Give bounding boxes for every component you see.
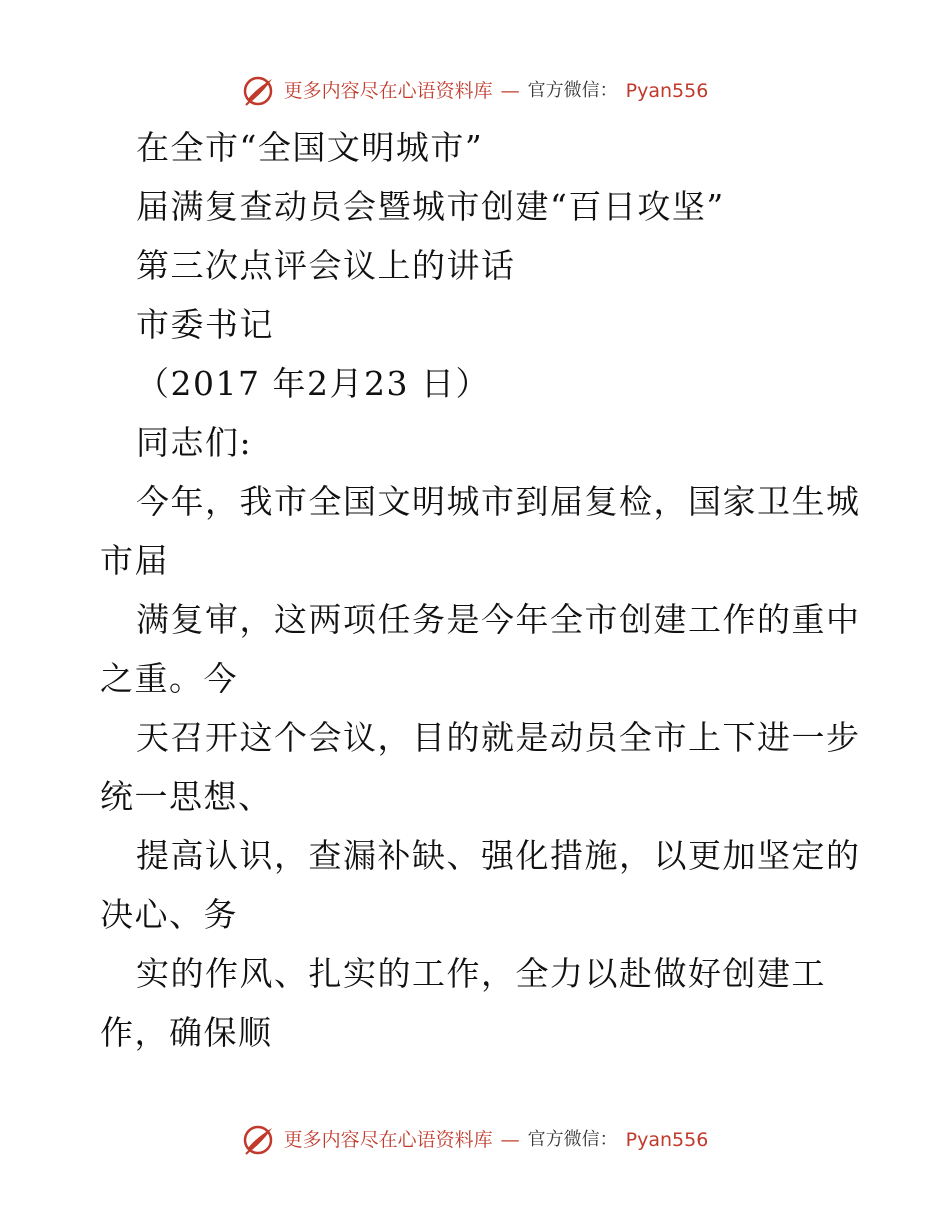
banner-wechat-label: 官方微信：	[527, 1129, 618, 1150]
title-line-3: 第三次点评会议上的讲话	[136, 246, 516, 285]
document-body	[100, 118, 860, 1062]
banner-wechat-label: 官方微信：	[527, 80, 618, 101]
banner-account: Pyan556	[625, 1128, 709, 1151]
quill-logo-icon	[242, 75, 276, 107]
banner-separator: —	[500, 79, 520, 102]
paragraph-line: 作，确保顺	[100, 1013, 273, 1052]
title-line-2: 届满复查动员会暨城市创建“百日攻坚”	[136, 187, 725, 226]
quill-logo-icon	[242, 1124, 276, 1156]
banner-separator: —	[500, 1128, 520, 1151]
title-line-1: 在全市“全国文明城市”	[136, 128, 484, 167]
banner-account: Pyan556	[625, 79, 709, 102]
footer-banner	[0, 1124, 950, 1156]
speaker-line: 市委书记	[136, 305, 274, 344]
paragraph-line: 满复审，这两项任务是今年全市创建工作的重中	[136, 600, 861, 639]
paragraph-line: 天召开这个会议，目的就是动员全市上下进一步	[136, 718, 861, 757]
salutation-line: 同志们:	[136, 423, 253, 462]
paragraph-line: 提高认识，查漏补缺、强化措施，以更加坚定的	[136, 836, 861, 875]
paragraph-line: 今年，我市全国文明城市到届复检，国家卫生城	[136, 482, 861, 521]
banner-site-text: 更多内容尽在心语资料库	[283, 1128, 493, 1151]
header-banner	[0, 75, 950, 107]
paragraph-line: 决心、务	[100, 895, 238, 934]
paragraph-line: 市届	[100, 541, 169, 580]
paragraph-line: 实的作风、扎实的工作，全力以赴做好创建工	[136, 954, 826, 993]
banner-site-text: 更多内容尽在心语资料库	[283, 79, 493, 102]
date-line: （2017 年2月23 日）	[136, 364, 490, 403]
paragraph-line: 统一思想、	[100, 777, 273, 816]
paragraph-line: 之重。今	[100, 659, 238, 698]
